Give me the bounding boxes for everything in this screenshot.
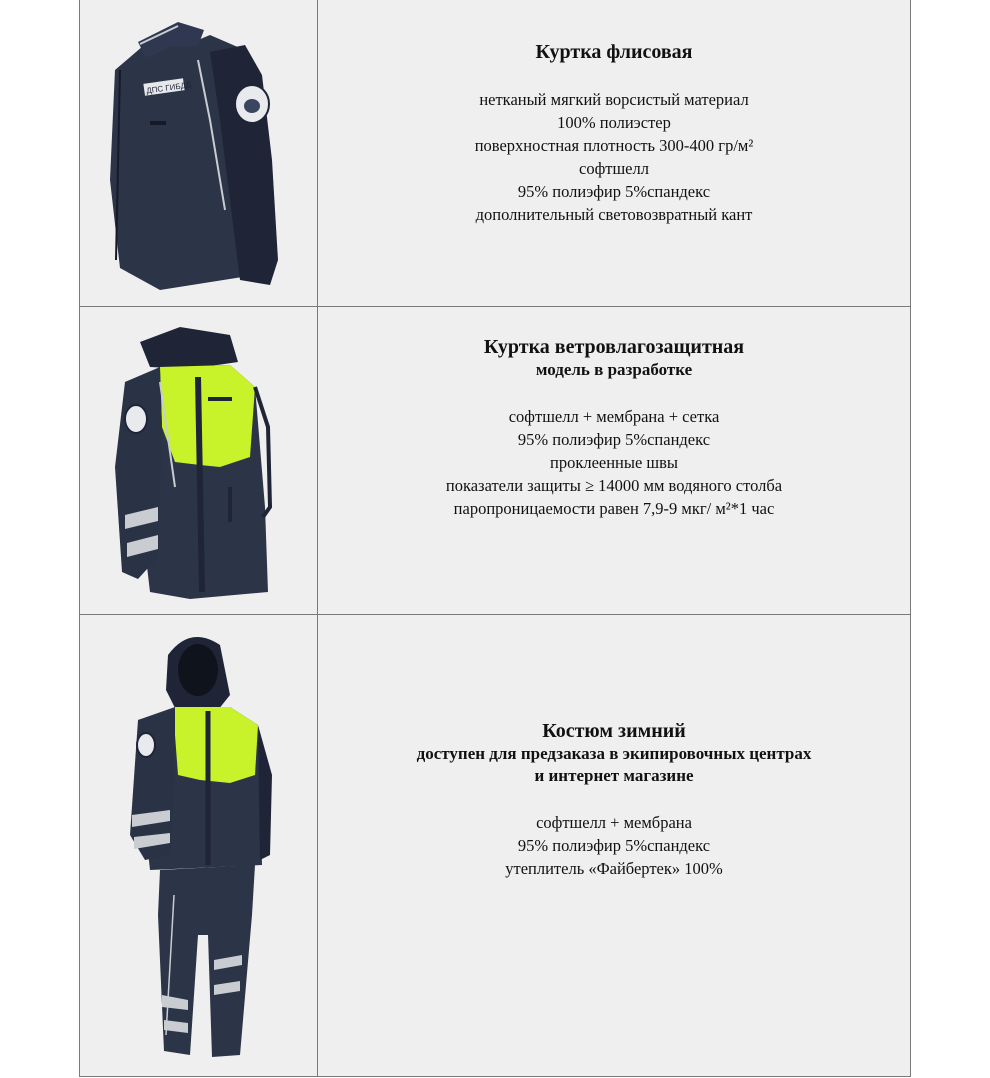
product-text-cell bbox=[318, 0, 910, 306]
product-title: Костюм зимний доступен для предзаказа в экипировочных центрах и интернет магазине bbox=[318, 719, 910, 787]
winter-suit-photo-icon bbox=[80, 615, 317, 1076]
chest-patch-label: ДПС ГИБДД bbox=[145, 80, 192, 96]
product-subtitle: доступен для предзаказа в экипировочных центрах bbox=[416, 744, 812, 763]
product-specs bbox=[318, 405, 910, 520]
spec-line: проклеенные швы bbox=[549, 453, 678, 472]
product-title: Куртка ветровлагозащитная модель в разработке bbox=[318, 335, 910, 381]
product-row-winter-suit bbox=[80, 615, 910, 1077]
spec-line: 100% полиэстер bbox=[557, 113, 671, 132]
spec-line: 95% полиэфир 5%спандекс bbox=[517, 182, 711, 201]
spec-line: показатели защиты ≥ 14000 мм водяного столба bbox=[445, 476, 783, 495]
spec-line: 95% полиэфир 5%спандекс bbox=[517, 836, 711, 855]
product-image-cell bbox=[80, 0, 318, 306]
product-image-cell bbox=[80, 307, 318, 614]
product-title: Куртка флисовая bbox=[535, 41, 693, 63]
product-row-fleece bbox=[80, 0, 910, 307]
spec-line: паропроницаемости равен 7,9-9 мкг/ м²*1 час bbox=[453, 499, 775, 518]
spec-line: софтшелл + мембрана + сетка bbox=[508, 407, 720, 426]
product-subtitle: и интернет магазине bbox=[534, 766, 694, 785]
spec-line: утеплитель «Файбертек» 100% bbox=[505, 859, 723, 878]
spec-line: нетканый мягкий ворсистый материал bbox=[479, 90, 749, 109]
spec-line: дополнительный световозвратный кант bbox=[475, 205, 753, 224]
spec-line: поверхностная плотность 300-400 гр/м² bbox=[474, 136, 754, 155]
spec-line: софтшелл + мембрана bbox=[536, 813, 692, 832]
product-specs bbox=[318, 88, 910, 226]
spec-line: 95% полиэфир 5%спандекс bbox=[517, 430, 711, 449]
fleece-jacket-photo-icon bbox=[80, 0, 317, 306]
windproof-jacket-photo-icon bbox=[80, 307, 317, 614]
spec-line: софтшелл bbox=[579, 159, 649, 178]
product-image-cell bbox=[80, 615, 318, 1077]
product-text-cell bbox=[318, 307, 910, 614]
product-text-cell bbox=[318, 615, 910, 1077]
product-table bbox=[79, 0, 911, 1077]
product-subtitle: модель в разработке bbox=[535, 360, 693, 379]
product-specs bbox=[318, 811, 910, 880]
product-row-windproof bbox=[80, 307, 910, 615]
